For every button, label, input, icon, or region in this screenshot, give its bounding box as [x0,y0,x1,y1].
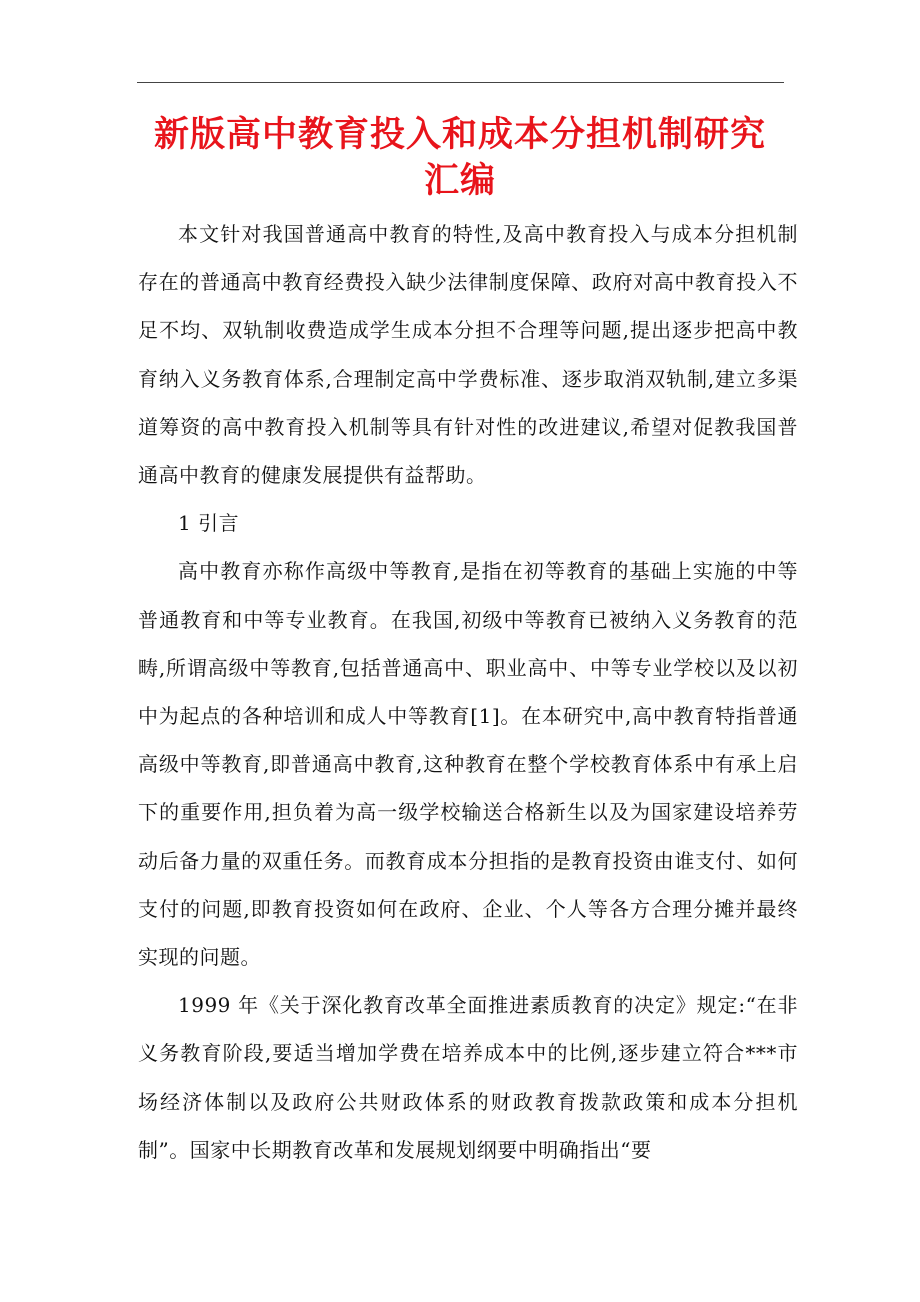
body-paragraph: 1999 年《关于深化教育改革全面推进素质教育的决定》规定:“在非义务教育阶段,要适当增加学费在培养成本中的比例,逐步建立符合***市场经济体制以及政府公共财政体系的财政教育拨款政策和成本分担机制”。国家中长期教育改革和发展规划纲要中明确指出“要 [138,993,798,1162]
body-paragraph: 高中教育亦称作高级中等教育,是指在初等教育的基础上实施的中等普通教育和中等专业教育。在我国,初级中等教育已被纳入义务教育的范畴,所谓高级中等教育,包括普通高中、职业高中、中等专业学校以及以初中为起点的各种培训和成人中等教育[1]。在本研究中,高中教育特指普通高级中等教育,即普通高中教育,这种教育在整个学校教育体系中有承上启下的重要作用,担负着为高一级学校输送合格新生以及为国家建设培养劳动后备力量的双重任务。而教育成本分担指的是教育投资由谁支付、如何支付的问题,即教育投资如何在政府、企业、个人等各方合理分摊并最终实现的问题。 [138,559,798,970]
header-rule [137,82,784,83]
document-title: 新版高中教育投入和成本分担机制研究汇编 [153,114,766,201]
document-body [138,210,798,1174]
abstract-paragraph: 本文针对我国普通高中教育的特性,及高中教育投入与成本分担机制存在的普通高中教育经费投入缺少法律制度保障、政府对高中教育投入不足不均、双轨制收费造成学生成本分担不合理等问题,提出逐步把高中教育纳入义务教育体系,合理制定高中学费标准、逐步取消双轨制,建立多渠道筹资的高中教育投入机制等具有针对性的改进建议,希望对促教我国普通高中教育的健康发展提供有益帮助。 [138,222,798,488]
section-heading-introduction: 1 引言 [178,511,240,536]
